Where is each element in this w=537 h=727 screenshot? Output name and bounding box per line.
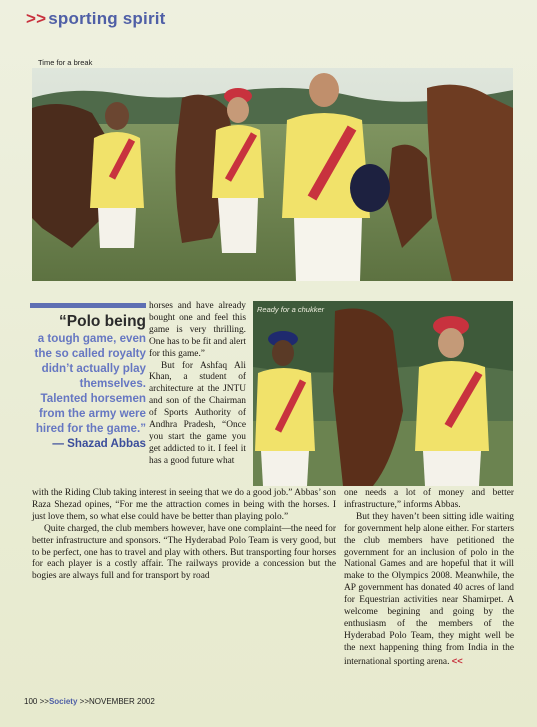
page-number: 100 bbox=[24, 697, 38, 706]
article-end-mark: << bbox=[451, 654, 463, 666]
top-photo-caption: Time for a break bbox=[38, 58, 93, 67]
top-photo-polo-players-with-horses bbox=[32, 68, 513, 281]
article-paragraph: with the Riding Club taking interest in seeing that we do a good job.” Abbas’ son Raza Shezad opines, “For me the attraction comes in being with the horses. I just love them, so what else could have be better than playing polo.” bbox=[32, 488, 336, 522]
section-header bbox=[26, 9, 166, 29]
article-paragraph bbox=[344, 512, 514, 669]
article-column-2-top bbox=[149, 301, 246, 468]
article-column-3 bbox=[344, 488, 514, 669]
pull-quote bbox=[30, 303, 146, 451]
magazine-name: Society bbox=[48, 697, 78, 706]
article-final-text: But they haven’t been sitting idle waiting for government help alone either. For starters the club members have petitioned the government for an inclusion of polo in the National Games and are hopeful that it will make to the Olympics 2008. Meanwhile, the AP government has donated 40 acres of land for Equestrian activities near Shamirpet. A welcome begining and going by the enthusiasm of the members of the Hyderabad Polo Team, they might well be the next happening thing from India in the international sporting arena. bbox=[344, 511, 514, 667]
pull-quote-attribution: — Shazad Abbas bbox=[52, 437, 146, 450]
middle-photo-players-ready bbox=[253, 301, 513, 486]
issue-date: NOVEMBER 2002 bbox=[88, 697, 155, 706]
pull-quote-lead: “Polo being bbox=[59, 313, 146, 330]
section-arrows: >> bbox=[26, 9, 47, 28]
article-paragraph: But for Ashfaq Ali Khan, a student of architecture at the JNTU and son of the Chairman of Sports Authority of Andhra Pradesh, “Once you start the game you get addicted to it. I feel it has a good future what bbox=[149, 360, 246, 466]
article-paragraph: Quite charged, the club members however, have one complaint—the need for better infrastructure and sponsors. “The Hyderabad Polo Team is very good, but to be perfect, one has to travel and play with others. But transporting four horses for each player is a costly affair. The railways provide a concession but the bogies are always full and for transport by road bbox=[32, 523, 336, 582]
footer-separator: >> bbox=[39, 697, 49, 706]
page-footer bbox=[24, 697, 155, 706]
article-paragraph: one needs a lot of money and better infrastructure,” informs Abbas. bbox=[344, 488, 514, 510]
footer-separator: >> bbox=[79, 697, 89, 706]
article-column-2-bottom bbox=[32, 488, 336, 583]
pull-quote-body: a tough game, even the so called royalty didn’t actually play themselves. Talented horsemen from the army were hired for the game.” bbox=[34, 332, 146, 435]
article-paragraph: horses and have already bought one and feel this game is very thrilling. One has to be fit and alert for this game.” bbox=[149, 301, 246, 359]
middle-photo-caption: Ready for a chukker bbox=[257, 305, 325, 314]
section-title: sporting spirit bbox=[48, 9, 166, 28]
